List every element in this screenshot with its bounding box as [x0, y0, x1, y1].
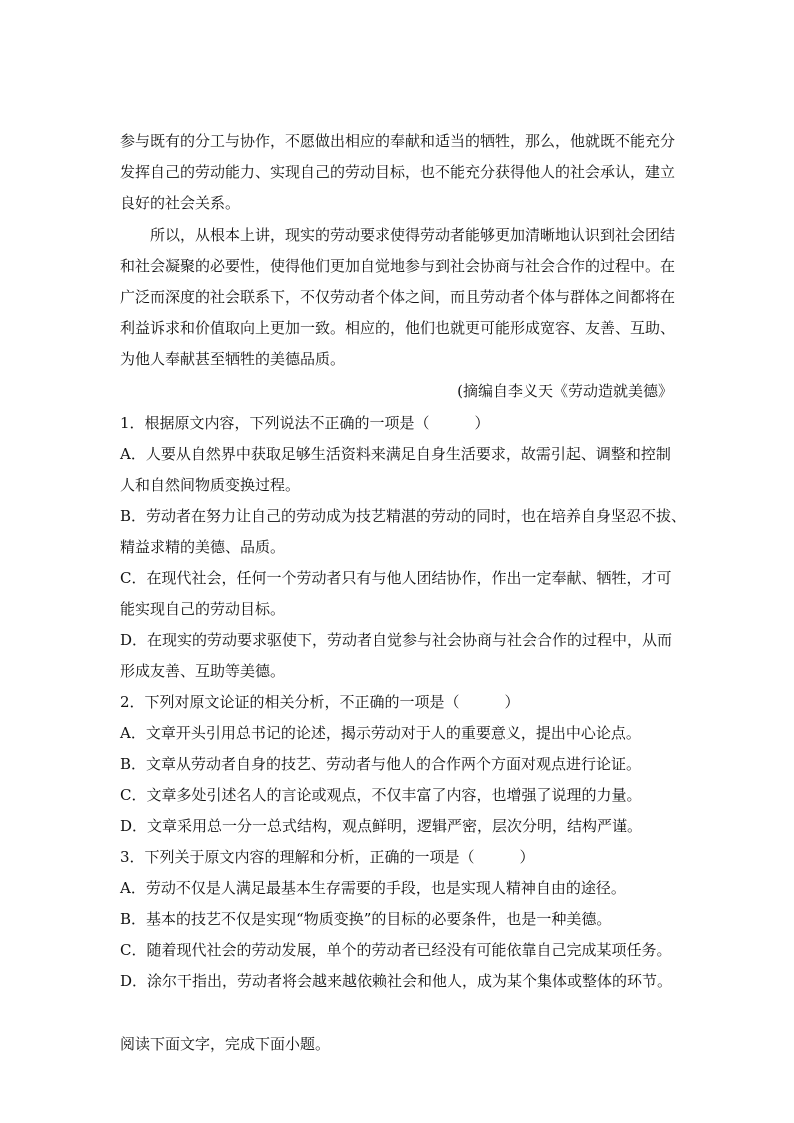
question-2-option-b: B．文章从劳动者自身的技艺、劳动者与他人的合作两个方面对观点进行论证。 — [120, 755, 642, 773]
question-3-option-c: C．随着现代社会的劳动发展，单个的劳动者已经没有可能依靠自己完成某项任务。 — [120, 941, 672, 959]
question-2-option-c: C．文章多处引述名人的言论或观点，不仅丰富了内容，也增强了说理的力量。 — [120, 786, 642, 804]
question-1-option-c: C．在现代社会，任何一个劳动者只有与他人团结协作，作出一定奉献、牺牲，才可 — [120, 569, 672, 587]
question-1-option-b: B．劳动者在努力让自己的劳动成为技艺精湛的劳动的同时，也在培养自身坚忍不拔、 — [120, 507, 687, 525]
passage-source: (摘编自李义天《劳动造就美德》 — [457, 382, 673, 400]
passage-line: 良好的社会关系。 — [120, 194, 241, 212]
passage-line: 为他人奉献甚至牺牲的美德品质。 — [120, 350, 346, 368]
question-1-option-d-cont: 形成友善、互助等美德。 — [120, 662, 286, 680]
question-1-option-a-cont: 人和自然间物质变换过程。 — [120, 476, 301, 494]
question-1-option-c-cont: 能实现自己的劳动目标。 — [120, 600, 286, 618]
question-1-option-b-cont: 精益求精的美德、品质。 — [120, 538, 286, 556]
question-3-stem: 3．下列关于原文内容的理解和分析，正确的一项是（ ） — [120, 848, 535, 866]
question-1-option-d: D．在现实的劳动要求驱使下，劳动者自觉参与社会协商与社会合作的过程中，从而 — [120, 631, 673, 649]
reading-prompt: 阅读下面文字，完成下面小题。 — [120, 1035, 331, 1053]
question-1-option-a: A．人要从自然界中获取足够生活资料来满足自身生活要求，故需引起、调整和控制 — [120, 445, 671, 463]
question-2-option-d: D．文章采用总一分一总式结构，观点鲜明，逻辑严密，层次分明，结构严谨。 — [120, 817, 643, 835]
passage-line: 参与既有的分工与协作，不愿做出相应的奉献和适当的牺牲，那么，他就既不能充分 — [120, 132, 676, 150]
question-1-stem: 1．根据原文内容，下列说法不正确的一项是（ ） — [120, 414, 490, 432]
passage-line: 广泛而深度的社会联系下，不仅劳动者个体之间，而且劳动者个体与群体之间都将在 — [120, 288, 676, 306]
passage-line: 利益诉求和价值取向上更加一致。相应的，他们也就更可能形成宽容、友善、互助、 — [120, 319, 676, 337]
passage-line: 发挥自己的劳动能力、实现自己的劳动目标，也不能充分获得他人的社会承认，建立 — [120, 163, 676, 181]
question-3-option-a: A．劳动不仅是人满足最基本生存需要的手段，也是实现人精神自由的途径。 — [120, 879, 626, 897]
question-3-option-d: D．涂尔干指出，劳动者将会越来越依赖社会和他人，成为某个集体或整体的环节。 — [120, 972, 673, 990]
question-2-stem: 2．下列对原文论证的相关分析，不正确的一项是（ ） — [120, 693, 520, 711]
passage-line: 所以，从根本上讲，现实的劳动要求使得劳动者能够更加清晰地认识到社会团结 — [150, 226, 676, 244]
question-2-option-a: A．文章开头引用总书记的论述，揭示劳动对于人的重要意义，提出中心论点。 — [120, 724, 641, 742]
question-3-option-b: B．基本的技艺不仅是实现“物质变换”的目标的必要条件，也是一种美德。 — [120, 910, 612, 928]
passage-line: 和社会凝聚的必要性，使得他们更加自觉地参与到社会协商与社会合作的过程中。在 — [120, 257, 676, 275]
